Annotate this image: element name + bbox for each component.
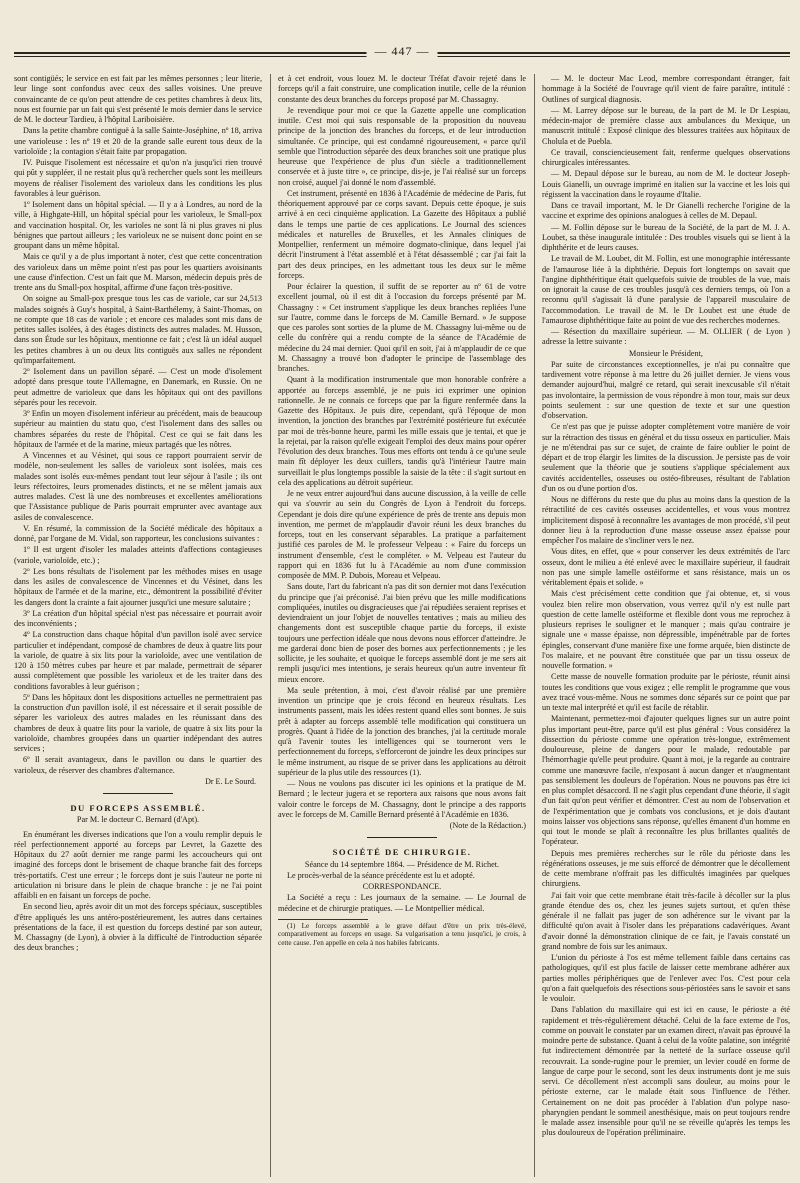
paragraph: 2º Les bons résultats de l'isolement par les méthodes mises en usage dans les asiles de convalescence de Vincennes et du Vésinet, dans les hôpitaux de l'armée et de la marine, etc., démontrent la possibilité d'éviter les dangers dont la crainte a fait ajourner jusqu'ici une mesure salutaire ; [14,566,262,607]
paragraph: Cet instrument, présenté en 1836 à l'Académie de médecine de Paris, fut théoriquement approuvé par ce corps savant. Depuis cette époque, je suis arrivé à en ceci cinquième application. La Gazette des Hôpitaux a publié dans le temps une partie de ces applications. Le Journal des sciences médicales et naturelles de Bruxelles, et les Annales cliniques de Montpellier, renferment un mémoire dogmato-clinique, dans lequel j'ai décrit l'instrument à l'état assemblé et à l'état désassemblé ; car j'ai fait la part des deux principes, en les admettant tous les deux sur le même forceps. [278,188,526,280]
paragraph: 2º Isolement dans un pavillon séparé. — C'est un mode d'isolement adopté dans presque toute l'Allemagne, en Danemark, en Russie. On ne peut admettre de varioleux que dans les hôpitaux qui ont des pavillons séparés pour les recevoir. [14,367,262,407]
paragraph: sont contigüés; le service en est fait par les mêmes personnes ; leur literie, leur linge sont confondus avec ceux des salles voisines. Une preuve convaincante de ce qu'on peut attendre de ces petites chambres à deux lits, nous est fournie par un fait qui s'est présenté le mois dernier dans le service de M. le docteur Tardieu, à l'hôpital Lariboisière. [14,74,262,124]
paragraph: Je revendique pour moi ce que la Gazette appelle une complication inutile. C'est moi qui suis responsable de la proposition du nouveau principe de la jonction des branches du forceps, et de leur introduction simultanée. Ce principe, qui est condamné rigoureusement, « parce qu'il semble que l'introduction séparée des deux branches soit une pratique plus heureuse que l'expérience de plus d'un siècle a traditionnellement conservée et à juste titre », ce principe, dis-je, je l'ai réalisé sur un forceps non croisé, auquel j'ai donné le nom d'assemblé. [278,105,526,187]
paragraph: Par suite de circonstances exceptionnelles, je n'ai pu connaître que tardivement votre réponse à ma lettre du 26 juillet dernier. Je viens vous demander aujourd'hui, malgré ce retard, qui serait inexcusable s'il n'était pas involontaire, la permission de vous répondre à mon tour, mais sur deux points seulement : sur une question de texte et sur une question d'observation. [542,359,790,420]
letter-salutation: Monsieur le Président, [629,348,703,358]
paragraph: Dans la petite chambre contiguë à la salle Sainte-Joséphine, nº 18, arriva une varioleuse : les nº 19 et 20 de la grande salle eurent tous deux de la varioloïde ; la contagion s'était faite par propagation. [14,126,262,156]
paragraph: 5º Dans les hôpitaux dont les dispositions actuelles ne permettraient pas la construction d'un pavillon isolé, il est nécessaire et il serait possible de séparer les varioleux des autres malades en les réunissant dans des chambres de deux à quatre lits pour la variole, de quatre à six lits pour la varioloïde, chambres groupées dans un quartier indépendant des autres services ; [14,692,262,753]
paragraph: — Nous ne voulons pas discuter ici les opinions et la pratique de M. Bernard ; le lecteur jugera et se reportera aux raisons que nous avons fait valoir contre le forceps de M. Chassagny, dont le principe a des rapports avec le forceps de M. Camille Bernard présenté à l'Académie en 1836. [278,779,526,819]
paragraph: Ma seule prétention, à moi, c'est d'avoir réalisé par une première invention un principe que je crois fécond en heureux résultats. Les instruments passent, mais les idées restent quand elles sont bonnes. Je suis prêt à adapter au forceps assemblé telle modification qui constituera un progrès. Quant à l'idée de la jonction des branches, j'ai la certitude morale qu'à l'avenir toutes les intelligences qui se tourneront vers le perfectionnement du forceps, s'efforceront de joindre les deux principes sur le même instrument, au risque de se priver dans les applications au détroit supérieur de la plus utile des ressources (1). [278,685,526,777]
paragraph: A Vincennes et au Vésinet, qui sous ce rapport pourraient servir de modèle, non-seulement les salles de varioleux sont isolées, mais ces malades sont isolés eux-mêmes pendant tout leur séjour à l'asile ; ils ont leurs réfectoires, leurs promenades distincts, et ne se mêlent jamais aux autres malades. C'est là une des nombreuses et excellentes améliorations que l'Assistance publique de Paris pourrait emprunter avec avantage aux asiles de convalescence. [14,451,262,522]
paragraph: Depuis mes premières recherches sur le rôle du périoste dans les régénérations osseuses, je me suis efforcé de démontrer que le décollement de cette membrane n'offrait pas les difficultés imaginées par quelques chirurgiens. [542,848,790,889]
paragraph: L'union du périoste à l'os est même tellement faible dans certains cas pathologiques, qu'il est plus facile de laisser cette membrane adhérer aux parties molles périphériques que de l'enlever avec l'os. C'est pour cela qu'on a fait quelquefois des résections sous-périostées sans le savoir et sans le vouloir. [542,953,790,1003]
paragraph: Vous dites, en effet, que « pour conserver les deux extrémités de l'arc osseux, dont le milieu a été enlevé avec le maxillaire supérieur, il faudrait non pas une simple lamelle ostéiforme et sans résistance, mais un os véritablement épais et solide. » [542,547,790,587]
author-signature: Dr E. Le Sourd. [205,776,256,786]
columns [14,74,790,1177]
paragraph: En second lieu, après avoir dit un mot des forceps spéciaux, susceptibles d'être appliqués les uns antéro-postérieurement, les autres dans certaines présentations de la face, il est question du forceps destiné par son auteur, M. Chassagny (de Lyon), à obvier à la difficulté de l'introduction séparée des deux branches ; [14,902,262,953]
paragraph: Dans l'ablation du maxillaire qui est ici en cause, le périoste a été rapidement et très-régulièrement détaché. Celui de la face externe de l'os, comme on pouvait le constater par un examen direct, n'avait pas éprouvé la moindre perte de substance. Quant à celui de la voûte palatine, son intégrité fut indirectement démontrée par la netteté de la surface osseuse qu'il recouvrait. La sonde-rugine pour le premier, un levier coudé en forme de langue de carpe pour le second, sont les deux instruments dont je me suis servi. Ce décollement n'est accompli sans douleur, au moins pour le périoste externe, car le malade était sous l'influence de l'éther. Certainement on ne doit pas procéder à l'ablation d'un polype naso-pharyngien pendant le sommeil anesthésique, mais on peut toujours rendre le malade assez insensible pour qu'il ne se réveille qu'après les temps les plus douloureux de l'opération préliminaire. [542,1005,790,1138]
subheading-correspondance: CORRESPONDANCE. [362,882,442,891]
column-right [534,74,790,1177]
section-divider [103,793,173,794]
paragraph: — M. Larrey dépose sur le bureau, de la part de M. le Dr Lespiau, médecin-major de première classe aux ambulances du Mexique, un manuscrit intitulé : Exposé clinique des blessures traitées aux hôpitaux de Cholula et de Puebla. [542,105,790,146]
paragraph: 3º Enfin un moyen d'isolement inférieur au précédent, mais de beaucoup supérieur au maintien du statu quo, c'est l'isolement dans des salles ou chambres séparées du reste de l'hôpital. C'est ce qui se fait dans les hôpitaux de l'armée et de la marine, mieux partagés que les nôtres. [14,409,262,449]
paragraph: IV. Puisque l'isolement est nécessaire et qu'on n'a jusqu'ici rien trouvé qui pût y suppléer, il ne restait plus qu'à rechercher quels sont les meilleurs moyens de réaliser l'isolement des varioleux dans les conditions les plus favorables à leur guérison. [14,158,262,198]
paragraph: Le travail de M. Loubet, dit M. Follin, est une monographie intéressante de l'amaurose liée à la diphthérie. Depuis fort longtemps on savait que l'angine diphthéritique était quelquefois suivie de troubles de la vue, mais on ignorait la cause de ces troubles jusqu'à ces derniers temps, où l'on a reconnu qu'il s'agissait là d'une paralysie de l'appareil musculaire de l'accommodation. Le travail de M. le Dr Loubet est une étude de l'amaurose diphthéritique faite au point de vue des recherches modernes. [542,254,790,325]
column-left [14,74,262,1177]
paragraph: En énumérant les diverses indications que l'on a voulu remplir depuis le réel perfectionnement apporté au forceps par Levret, la Gazette des Hôpitaux du 27 août dernier me range parmi les accoucheurs qui ont imaginé des forceps dont le brisement de chaque branche fait des forceps très-portatifs. C'est une erreur ; le forceps dont je suis l'auteur ne porte ni articulation ni brisure dans le plein de chaque branche : je ne l'ai point affaibli en en faisant un forceps de poche. [14,829,262,900]
paragraph: Mais ce qu'il y a de plus important à noter, c'est que cette concentration des varioleux dans un même point n'est pas pour les quartiers avoisinants une cause d'infection. C'est un fait que M. Marson, médecin depuis près de trente ans du Small-pox hospital, affirme d'une façon très-positive. [14,252,262,292]
paragraph: 3º La création d'un hôpital spécial n'est pas nécessaire et pourrait avoir des inconvénients ; [14,608,262,628]
paragraph: 1º Il est urgent d'isoler les malades atteints d'affections contagieuses (variole, varioloïde, etc.) ; [14,545,262,565]
paragraph: Dans ce travail important, M. le Dr Gianelli recherche l'origine de la vaccine et exprime des opinions analogues à celles de M. Depaul. [542,201,790,221]
footnote-divider [278,919,368,920]
paragraph: Ce n'est pas que je puisse adopter complètement votre manière de voir sur la rétraction des tissus en général et du tissu osseux en particulier. Mais je ne m'étendrai pas sur ce sujet, de crainte de faire oublier le point de départ et de trop élargir les limites de la discussion. Je persiste pas de voir seulement que la théorie que je soutiens s'applique spécialement aux cavités accidentelles, osseuses ou ostéo-fibreuses, résultant de l'ablation d'un os ou d'une portion d'os. [542,422,790,493]
article-byline: Par M. le docteur C. Bernard (d'Apt). [76,815,200,825]
paragraph: Quant à la modification instrumentale que mon honorable confrère a apportée au forceps assemblé, je ne puis ici exprimer une opinion rationnelle. Je ne connais ce forceps que par la figure renfermée dans la Gazette des Hôpitaux. Je puis dire, cependant, qu'à l'époque de mon invention, la jonction des branches par l'extrémité postérieure fut exécutée par moi de très-bonne heure, parmi les mille essais que je tentai, et que je la rejetai, par la raison qu'elle exigeait l'emploi des deux mains pour opérer l'évolution des deux branches. Tous mes efforts ont tendu à ce qu'une seule main fît déployer les deux cuillers, tandis qu'à l'intérieur l'autre main surveillait le plus longtemps possible la saisie de la tête : il s'agit surtout en cela des applications au détroit supérieur. [278,375,526,487]
editor-note: (Note de la Rédaction.) [449,821,526,830]
footnote: (1) Le forceps assemblé a le grave défaut d'être un prix très-élevé, comparativement au forceps en usage. Sa vulgarisation a tenu jusqu'ici, je crois, à cette cause. J'en appelle en cela à nos habiles fabricants. [278,921,526,947]
section-divider [367,837,437,838]
article-title-forceps: DU FORCEPS ASSEMBLÉ. [70,803,206,813]
paragraph: Cette masse de nouvelle formation produite par le périoste, réunit ainsi toutes les conditions que vous exigez ; elle remplit le programme que vous avez tracé vous-même. Nous ne sommes donc séparés sur ce point que par un texte mal interprété et qu'il est facile de rétablir. [542,672,790,712]
paragraph: et à cet endroit, vous louez M. le docteur Tréfat d'avoir rejeté dans le forceps qu'il a fait construire, une complication inutile, celle de la réunion constante des deux branches du forceps proposé par M. Chassagny. [278,74,526,104]
paragraph: J'ai fait voir que cette membrane était très-facile à décoller sur la plus grande étendue des os, chez les jeunes sujets surtout, et qu'en thèse générale il ne fallait pas juger de son adhérence sur le vivant par la difficulté qu'on avait à l'isoler dans les préparations cadavériques. Avant d'avoir donné la démonstration clinique de ce fait, je l'avais constaté un grand nombre de fois sur les animaux. [542,890,790,951]
paragraph: — M. le docteur Mac Leod, membre correspondant étranger, fait hommage à la Société de l'ouvrage qu'il vient de faire paraître, intitulé : Outlines of surgical diagnosis. [542,74,790,104]
column-middle [270,74,526,1177]
paragraph: Maintenant, permettez-moi d'ajouter quelques lignes sur un autre point plus important peut-être, parce qu'il est plus général : Vous considérez la dissection du périoste comme une opération très-longue, extrêmement douloureuse, pleine de dangers pour le malade, redoutable par l'hémorrhagie qu'elle peut produire. Quant à moi, je la regarde au contraire comme une manœuvre facile, n'exposant à aucun danger et n'augmentant pas sensiblement les douleurs de l'opération. Nous ne pouvons pas être ici en plus complet désaccord. Il ne s'agit plus cependant d'une théorie, il s'agit d'un fait qu'on peut vérifier et démontrer. C'est au nom de l'observation et de l'expérimentation que je combats vos conclusions, et je dois d'autant moins laisser vos objections sans réponse, qu'elles émanent d'un homme en qui tout le monde se plaît à reconnaître les plus brillantes qualités de l'opérateur. [542,714,790,847]
paragraph: Sans doute, l'art du fabricant n'a pas dit son dernier mot dans l'exécution du principe que j'ai préconisé. J'ai bien prévu que les mille modifications compliquées, inutiles ou disgracieuses que j'ai répudiées seraient reprises et deviendraient un jour l'objet de nouvelles tentatives ; mais au milieu des changements dont est susceptible chaque partie du forceps, il existe toujours une perfection idéale que nous devons nous efforcer d'atteindre. Je me garderai donc bien de poser des bornes aux perfectionnements ; je les sollicite, je les souhaite, et quoique le forceps assemblé dont je me sers ait rempli jusqu'ici mes intentions, je serais heureux qu'un autre inventeur fît mieux encore. [278,582,526,684]
paragraph: Mais c'est précisément cette condition que j'ai obtenue, et, si vous voulez bien relire mon observation, vous verrez qu'il n'y est nulle part question de cette lamelle ostéiforme et flexible dont vous me reprochez à plusieurs reprises le souligner et le manquer ; mais qu'au contraire je signale une « masse épaisse, non dépressible, impénétrable par de fortes épingles, conservant d'une manière fixe une forme arquée, bien distincte de l'os malaire, et ne pouvant être constituée que par un tissu osseux de nouvelle formation. » [542,589,790,670]
paragraph: Le procès-verbal de la séance précédente est lu et adopté. [287,870,475,880]
paragraph: — Résection du maxillaire supérieur. — M. OLLIER ( de Lyon ) adresse la lettre suivante : [542,327,790,347]
paragraph: Je ne veux entrer aujourd'hui dans aucune discussion, à la veille de celle qui va s'ouvrir au sein du Congrès de Lyon à l'endroit du forceps. Cependant je dois dire qu'une expérience de près de trente ans depuis mon invention, me permet de m'applaudir d'avoir réuni les deux branches du forceps, tout en les conservant séparables. La pratique a parfaitement justifié ces paroles de M. le professeur Velpeau : « Faire du forceps un instrument d'ensemble, c'est le compléter. » M. Velpeau est l'auteur du rapport qui en 1836 fut lu à l'Académie au nom d'une commission composée de MM. P. Dubois, Moreau et Velpeau. [278,489,526,580]
article-title-society: SOCIÉTÉ DE CHIRURGIE. [332,847,472,858]
page-number: — 447 — [367,44,438,59]
paragraph: 1º Isolement dans un hôpital spécial. — Il y a à Londres, au nord de la ville, à Highgate-Hill, un hôpital spécial pour les varioleux, le Small-pox and vaccination hospital. Or, les varioles ne sont là ni plus graves ni plus bénignes que partout ailleurs ; les varioleux ne se nuisent donc point en se groupant dans un même hôpital. [14,200,262,250]
paragraph: Nous ne différons du reste que du plus au moins dans la question de la rétractilité de ces cavités osseuses accidentelles, et vous vous montrez implicitement disposé à reconnaître les avantages de mon procédé, s'il peut donner lieu à la reproduction d'une masse osseuse assez épaisse pour empêcher l'os malaire de s'incliner vers le nez. [542,495,790,545]
paragraph: — M. Follin dépose sur le bureau de la Société, de la part de M. J. A. Loubet, sa thèse inaugurale intitulée : Des troubles visuels qui se lient à la diphthérite et de leurs causes. [542,222,790,252]
session-info: Séance du 14 septembre 1864. — Présidence de M. Richet. [304,859,500,869]
page-header [14,44,790,62]
paragraph: 4º La construction dans chaque hôpital d'un pavillon isolé avec service particulier et indépendant, composé de chambres de deux à quatre lits pour la variole, de quatre à six lits pour la varioloïde, avec une ventilation de 120 à 150 mètres cubes par heure et par malade, permettrait de séparer aussi complètement que possible les varioleux et de les traiter dans des conditions favorables à leur guérison ; [14,630,262,691]
paragraph: 6º Il serait avantageux, dans le pavillon ou dans le quartier des varioleux, de réserver des chambres d'alternance. [14,755,262,775]
paragraph: — M. Depaul dépose sur le bureau, au nom de M. le docteur Joseph-Louis Gianelli, un ouvrage imprimé en italien sur la vaccine et les lois qui régissent la vaccination dans le royaume d'Italie. [542,169,790,199]
paragraph: On soigne au Small-pox presque tous les cas de variole, car sur 24,513 malades soignés à Guy's hospital, à Saint-Barthélemy, à Saint-Thomas, on ne compte que 18 cas de variole ; et encore ces malades sont mis dans de petites salles isolées, à des étages distincts des autres malades. M. Husson, dans son Étude sur les hôpitaux, mentionne ce fait ; c'est là un idéal auquel les petites chambres à un ou deux lits contiguës aux salles ne répondent qu'imparfaitement. [14,294,262,365]
paragraph: Pour éclairer la question, il suffit de se reporter au nº 61 de votre excellent journal, où il est dit à l'occasion du forceps présenté par M. Chassagny : « Cet instrument s'applique les deux branches repliées l'une sur l'autre, comme dans le forceps de M. Camille Bernard. » Je suppose que ces paroles sont sorties de la plume de M. Chassagny lui-même ou de celle du confrère qui a rendu compte de la séance de l'Académie de médecine du 24 mai dernier. Quoi qu'il en soit, j'ai à m'applaudir de ce que M. Chassagny a trouvé bon d'adopter le principe de l'assemblage des branches. [278,282,526,373]
paragraph: Ce travail, consciencieusement fait, renferme quelques observations chirurgicales intéressantes. [542,147,790,167]
paragraph: La Société a reçu : Les journaux de la semaine. — Le Journal de médecine et de chirurgie pratiques. — Le Montpellier médical. [278,893,526,913]
paragraph: V. En résumé, la commission de la Société médicale des hôpitaux a donné, par l'organe de M. Vidal, son rapporteur, les conclusions suivantes : [14,523,262,543]
